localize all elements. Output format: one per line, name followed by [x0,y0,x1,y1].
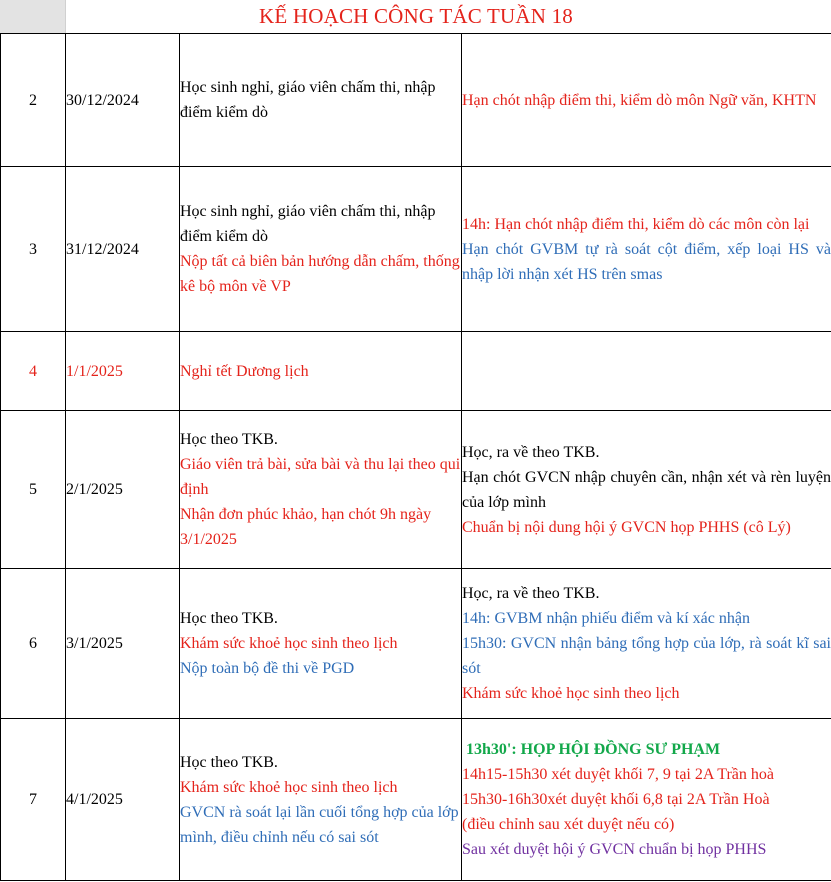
activity-line: Khám sức khoẻ học sinh theo lịch [180,635,398,652]
title-row [0,0,831,33]
day-cell: 2 [1,34,66,167]
task-cell [462,719,831,881]
task-line: Khám sức khoẻ học sinh theo lịch [462,685,680,702]
activity-line: Giáo viên trả bài, sửa bài và thu lại theo qui định [180,456,461,498]
activity-line: Nộp tất cả biên bản hướng dẫn chấm, thống kê bộ môn về VP [180,253,460,295]
task-line: Hạn chót GVBM tự rà soát cột điểm, xếp loại HS và nhập lời nhận xét HS trên smas [462,240,831,283]
task-line: 14h: Hạn chót nhập điểm thi, kiểm dò các môn còn lại [462,215,810,233]
task-line: Chuẩn bị nội dung hội ý GVCN họp PHHS (cô Lý) [462,518,791,536]
table-row [1,569,831,719]
school-activity-cell [180,569,462,719]
school-activity-cell [180,332,462,411]
table-row [1,167,831,332]
activity-line: Học sinh nghỉ, giáo viên chấm thi, nhập điểm kiểm dò [180,203,436,245]
task-cell [462,34,831,167]
task-line: Hạn chót nhập điểm thi, kiểm dò môn Ngữ văn, KHTN [462,91,817,109]
task-line: 14h: GVBM nhận phiếu điểm và kí xác nhận [462,610,750,627]
activity-line: Học theo TKB. [180,753,278,771]
task-cell [462,569,831,719]
task-line: Sau xét duyệt hội ý GVCN chuẩn bị họp PHHS [462,841,767,858]
activity-line: Nhận đơn phúc khảo, hạn chót 9h ngày 3/1/2025 [180,506,432,548]
day-cell: 7 [1,719,66,881]
task-cell [462,332,831,411]
task-line: 15h30-16h30xét duyệt khối 6,8 tại 2A Trần Hoà [462,791,770,808]
task-cell [462,411,831,569]
activity-line: Nộp toàn bộ đề thi về PGD [180,660,355,677]
task-line: (điều chỉnh sau xét duyệt nếu có) [462,816,675,833]
plan-table [0,33,831,881]
date-cell: 31/12/2024 [66,167,180,332]
activity-line: Học theo TKB. [180,431,278,448]
school-activity-cell [180,411,462,569]
day-cell: 5 [1,411,66,569]
meeting-heading: 13h30': HỌP HỘI ĐỒNG SƯ PHẠM [466,741,721,758]
day-cell: 6 [1,569,66,719]
task-cell [462,167,831,332]
activity-line: Học sinh nghỉ, giáo viên chấm thi, nhập điểm kiểm dò [180,79,436,121]
school-activity-cell [180,34,462,167]
task-line: Học, ra về theo TKB. [462,585,600,602]
day-cell: 3 [1,167,66,332]
task-line: 15h30: GVCN nhận bảng tổng hợp của lớp, rà soát kĩ sai sót [462,635,831,677]
task-line: 14h15-15h30 xét duyệt khối 7, 9 tại 2A Trần hoà [462,766,774,783]
activity-line: Học theo TKB. [180,610,278,627]
title-row-lead-cell [0,0,65,33]
date-cell: 3/1/2025 [66,569,180,719]
activity-line: Khám sức khoẻ học sinh theo lịch [180,778,398,796]
table-row [1,719,831,881]
activity-line: GVCN rà soát lại lần cuối tổng hợp của lớp mình, điều chỉnh nếu có sai sót [180,803,459,846]
date-cell: 30/12/2024 [66,34,180,167]
table-row [1,411,831,569]
day-cell: 4 [1,332,66,411]
task-line: Học, ra về theo TKB. [462,443,600,461]
date-cell: 2/1/2025 [66,411,180,569]
table-row [1,332,831,411]
task-line: Hạn chót GVCN nhập chuyên cần, nhận xét và rèn luyện của lớp mình [462,468,831,511]
page-title: KẾ HOẠCH CÔNG TÁC TUẦN 18 [259,4,573,28]
school-activity-cell [180,719,462,881]
table-row [1,34,831,167]
activity-line: Nghỉ tết Dương lịch [180,362,309,380]
date-cell: 1/1/2025 [66,332,180,411]
school-activity-cell [180,167,462,332]
date-cell: 4/1/2025 [66,719,180,881]
